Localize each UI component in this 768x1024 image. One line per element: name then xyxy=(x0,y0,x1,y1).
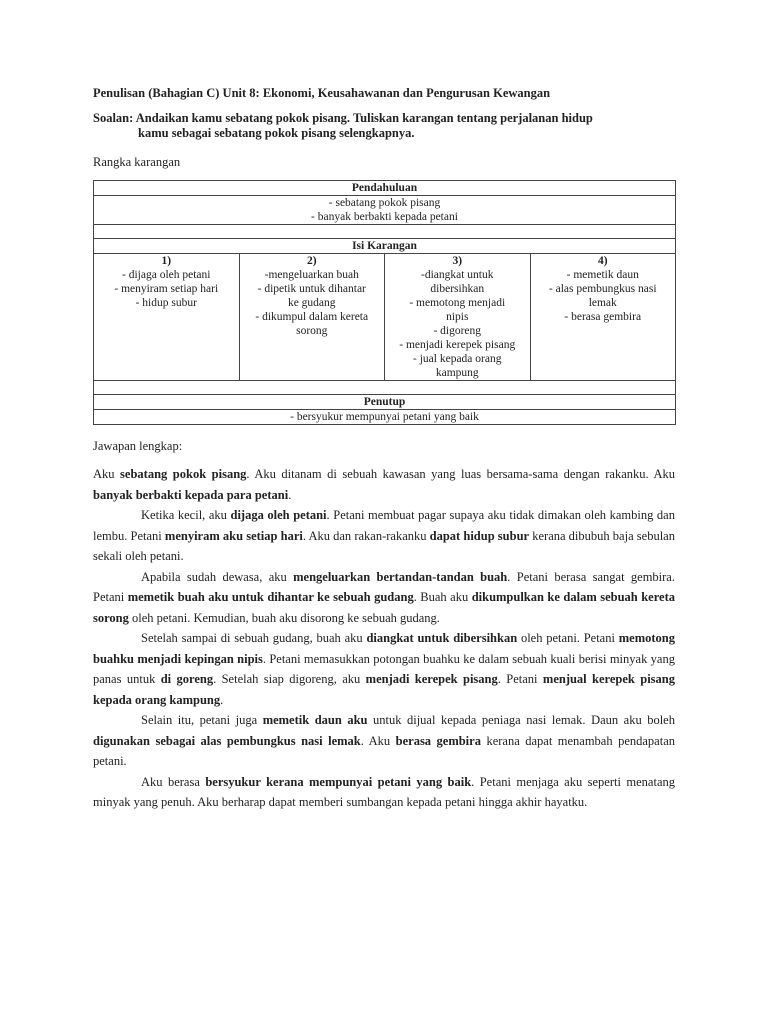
intro-item: - sebatang pokok pisang xyxy=(328,197,441,209)
keyword: sebatang pokok pisang xyxy=(120,467,247,481)
column-item: - jual kepada orang xyxy=(413,353,502,365)
column-1 xyxy=(94,254,240,381)
keyword: menjadi kerepek pisang xyxy=(365,672,498,686)
text-run: oleh petani. Kemudian, buah aku disorong ke sebuah gudang. xyxy=(128,610,440,625)
column-item: - berasa gembira xyxy=(564,311,642,323)
closing-header: Penutup xyxy=(94,395,676,410)
column-item: dibersihkan xyxy=(430,283,485,295)
column-number: 3) xyxy=(452,255,463,267)
column-item: - memotong menjadi xyxy=(409,297,506,309)
question xyxy=(93,111,675,141)
column-item: - dikumpul dalam kereta xyxy=(255,311,369,323)
text-run: Apabila sudah dewasa, aku xyxy=(141,569,294,584)
spacer-row xyxy=(94,225,676,239)
question-line-1: Andaikan kamu sebatang pokok pisang. Tuliskan karangan tentang perjalanan hidup xyxy=(135,111,593,125)
text-run: . Petani memasukkan potongan buahku ke dalam sebuah kuali berisi minyak yang panas untuk xyxy=(93,651,675,686)
answer-paragraph-2 xyxy=(93,505,675,567)
outline-table xyxy=(93,180,676,425)
keyword: dijaga oleh petani xyxy=(230,508,327,522)
question-line-2: kamu sebagai sebatang pokok pisang selengkapnya. xyxy=(138,126,415,140)
answer-paragraph-3 xyxy=(93,567,675,629)
answer-paragraph-6 xyxy=(93,772,675,813)
keyword: diangkat untuk dibersihkan xyxy=(366,631,518,645)
text-run: Aku berasa xyxy=(141,774,206,789)
keyword: banyak berbakti kepada para petani xyxy=(93,487,289,502)
keyword: menyiram aku setiap hari xyxy=(164,528,303,543)
text-run: . Petani berasa sangat gembira. Petani xyxy=(93,569,675,604)
column-item: nipis xyxy=(446,311,469,323)
column-number: 2) xyxy=(306,255,317,267)
text-run: untuk dijual kepada peniaga nasi lemak. Daun aku boleh xyxy=(367,713,675,727)
text-run: Ketika kecil, aku xyxy=(141,508,231,522)
column-item: - alas pembungkus nasi xyxy=(548,283,657,295)
intro-header: Pendahuluan xyxy=(94,181,676,196)
column-3 xyxy=(385,254,531,381)
text-run: . Buah aku xyxy=(413,590,472,604)
column-4 xyxy=(530,254,676,381)
text-run: . xyxy=(288,487,292,502)
column-item: - hidup subur xyxy=(135,297,197,309)
text-run: . Aku dan rakan-rakanku xyxy=(302,528,430,543)
question-label: Soalan: xyxy=(93,111,134,125)
keyword: dapat hidup subur xyxy=(429,528,530,543)
answer-paragraph-1 xyxy=(93,464,675,505)
text-run: . Aku xyxy=(360,733,396,748)
column-item: - digoreng xyxy=(433,325,482,337)
text-run: Aku xyxy=(93,467,121,481)
keyword: bersyukur kerana mempunyai petani yang baik xyxy=(205,774,472,789)
keyword: menjual kerepek pisang kepada orang kampung xyxy=(93,672,675,707)
column-item: - menjadi kerepek pisang xyxy=(399,339,516,351)
keyword: berasa gembira xyxy=(395,733,481,748)
text-run: . xyxy=(220,692,224,707)
text-run: kerana dapat menambah pendapatan petani. xyxy=(93,733,675,768)
keyword: memetik daun aku xyxy=(262,713,368,727)
body-header: Isi Karangan xyxy=(94,239,676,254)
column-item: -mengeluarkan buah xyxy=(264,269,359,281)
column-item: ke gudang xyxy=(287,297,336,309)
spacer-row xyxy=(94,381,676,395)
text-run: Selain itu, petani juga xyxy=(141,713,263,727)
text-run: kerana dibubuh baja sebulan sekali oleh petani. xyxy=(93,528,675,563)
text-run: . Petani membuat pagar supaya aku tidak dimakan oleh kambing dan lembu. Petani xyxy=(93,508,675,543)
column-2 xyxy=(239,254,385,381)
closing-item: - bersyukur mempunyai petani yang baik xyxy=(290,411,479,423)
keyword: digunakan sebagai alas pembungkus nasi lemak xyxy=(93,733,361,748)
answer-paragraph-4 xyxy=(93,628,675,710)
closing-cell xyxy=(94,410,676,425)
outline-label: Rangka karangan xyxy=(93,155,181,169)
keyword: dikumpulkan ke dalam sebuah kereta sorong xyxy=(93,590,675,625)
keyword: memetik buah aku untuk dihantar ke sebuah gudang xyxy=(127,590,414,604)
column-item: -diangkat untuk xyxy=(421,269,494,281)
column-item: lemak xyxy=(588,297,617,309)
column-item: - dijaga oleh petani xyxy=(122,269,211,281)
column-item: - dipetik untuk dihantar xyxy=(257,283,366,295)
text-run: . Petani menjaga aku seperti menatang minyak yang penuh. Aku berharap dapat memberi sumbangan kepada petani hingga akhir hayatku. xyxy=(93,774,675,809)
column-number: 4) xyxy=(597,255,608,267)
column-item: sorong xyxy=(296,325,328,337)
text-run: . Setelah siap digoreng, aku xyxy=(213,672,366,686)
text-run: Setelah sampai di sebuah gudang, buah aku xyxy=(141,631,367,645)
answer-body xyxy=(93,464,675,813)
document-title: Penulisan (Bahagian C) Unit 8: Ekonomi, Keusahawanan dan Pengurusan Kewangan xyxy=(93,86,551,100)
keyword: mengeluarkan bertandan-tandan buah xyxy=(293,569,508,584)
text-run: . Petani xyxy=(497,672,543,686)
document-page xyxy=(93,86,675,813)
keyword: di goreng xyxy=(160,672,214,686)
answer-paragraph-5 xyxy=(93,710,675,772)
column-item: - memetik daun xyxy=(566,269,639,281)
column-item: - menyiram setiap hari xyxy=(114,283,219,295)
answer-label: Jawapan lengkap: xyxy=(93,439,183,453)
intro-cell xyxy=(94,196,676,225)
keyword: memotong buahku menjadi kepingan nipis xyxy=(93,631,675,666)
text-run: oleh petani. Petani xyxy=(517,631,619,645)
text-run: . Aku ditanam di sebuah kawasan yang luas bersama-sama dengan rakanku. Aku xyxy=(246,467,675,481)
column-item: kampung xyxy=(435,367,479,379)
intro-item: - banyak berbakti kepada petani xyxy=(311,211,458,223)
column-number: 1) xyxy=(161,255,172,267)
